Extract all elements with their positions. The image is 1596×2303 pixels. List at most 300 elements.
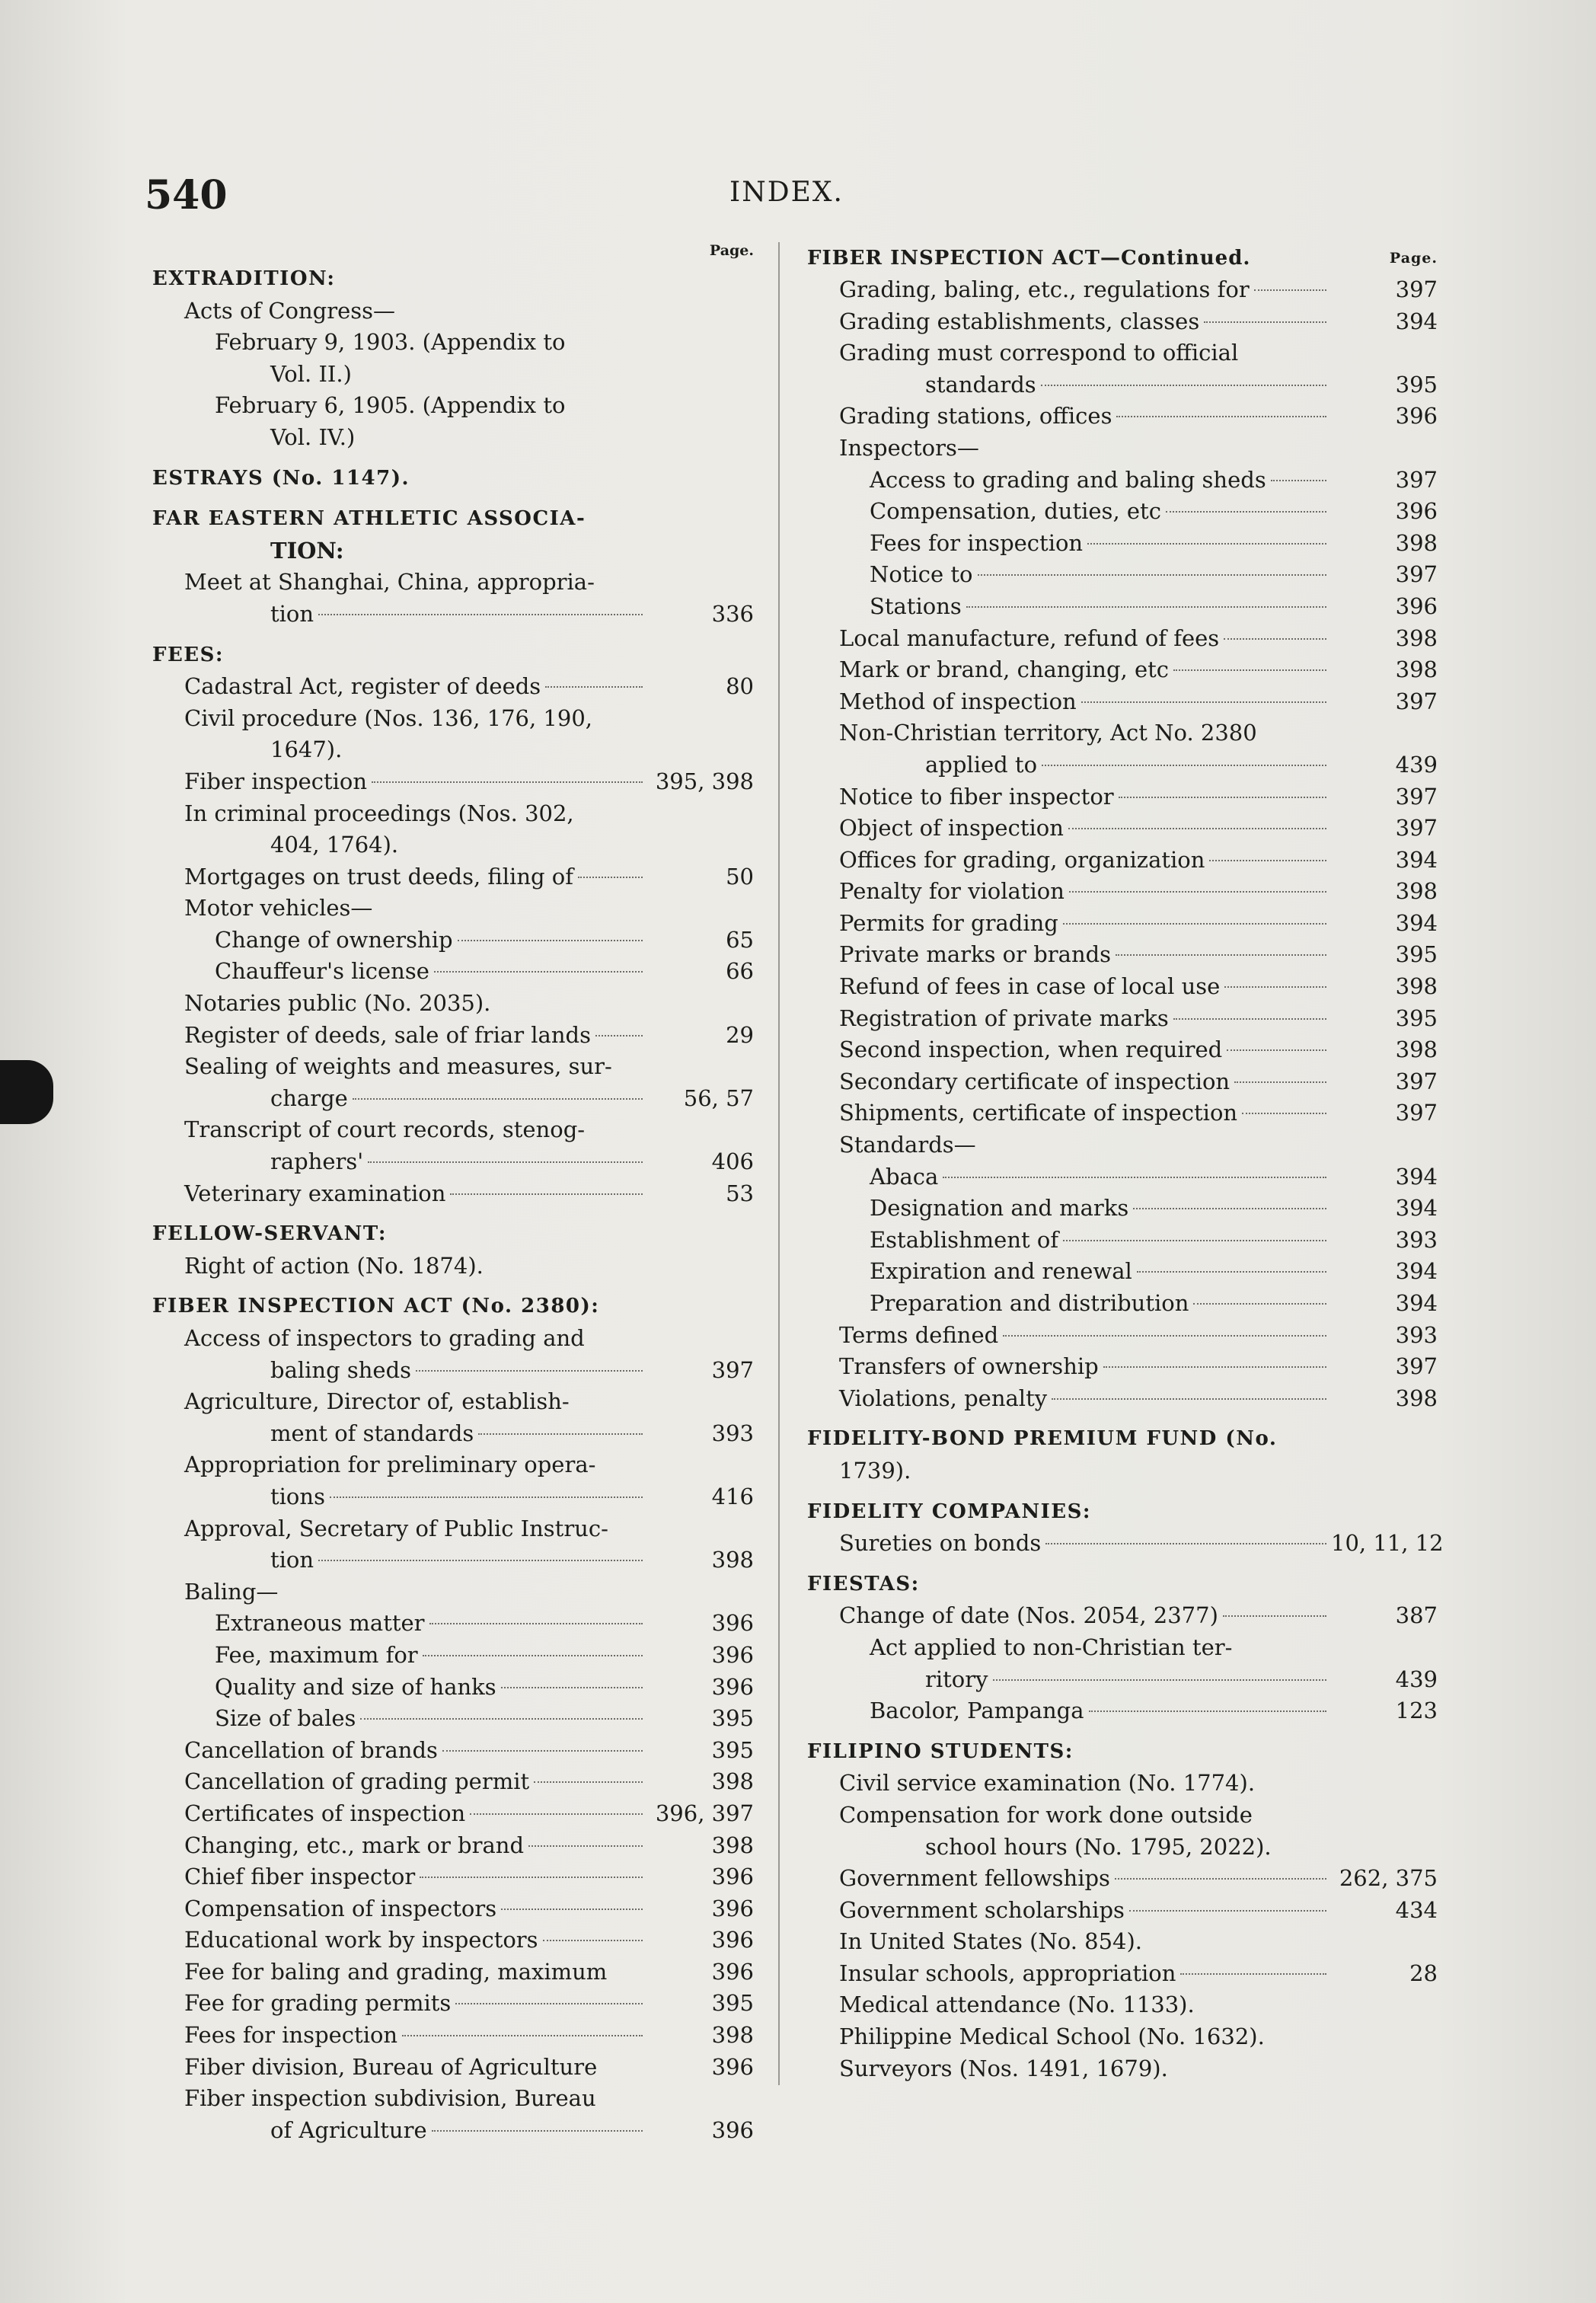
index-entry [152, 1251, 754, 1282]
index-entry [807, 401, 1438, 433]
index-heading [807, 1569, 1438, 1601]
entry-text: Surveyors (Nos. 1491, 1679). [839, 2055, 1168, 2081]
entry-text: FIESTAS: [807, 1572, 920, 1595]
index-entry [807, 433, 1438, 465]
dot-leader [1193, 1303, 1326, 1305]
index-entry [807, 1193, 1438, 1225]
dot-leader [1069, 891, 1326, 893]
index-entry [152, 1893, 754, 1925]
entry-text: Penalty for violation [839, 878, 1065, 905]
dot-leader [978, 574, 1327, 576]
index-entry [152, 1766, 754, 1798]
entry-text: Fees for inspection [870, 529, 1084, 556]
page-reference: 396 [1395, 498, 1438, 525]
page-reference: 398 [1395, 1385, 1438, 1411]
dot-leader [1116, 416, 1326, 417]
dot-leader [458, 940, 643, 941]
dot-leader [434, 971, 643, 973]
dot-leader [943, 1177, 1326, 1178]
page-reference: 396 [711, 1958, 754, 1985]
entry-text: 1739). [839, 1457, 911, 1484]
dot-leader [353, 1098, 643, 1100]
entry-text: Grading stations, offices [839, 403, 1112, 430]
page-reference: 398 [711, 1547, 754, 1573]
page-reference: 398 [1395, 973, 1438, 1000]
index-entry [807, 559, 1438, 591]
dot-leader [1042, 765, 1326, 766]
page-reference: 397 [1395, 1100, 1438, 1126]
page-reference: 262, 375 [1339, 1865, 1438, 1892]
entry-text: Civil procedure (Nos. 136, 176, 190, [184, 704, 593, 731]
index-entry [807, 686, 1438, 718]
dot-leader [1129, 1910, 1326, 1912]
page-reference: 396 [711, 2053, 754, 2080]
page-reference: 398 [711, 1768, 754, 1795]
page-column-label: Page. [709, 242, 754, 259]
index-entry [152, 359, 754, 391]
entry-text: February 6, 1905. (Appendix to [215, 392, 566, 419]
dot-leader [1133, 1208, 1326, 1209]
dot-leader [318, 1560, 643, 1561]
index-entry [152, 1735, 754, 1767]
dot-leader [372, 781, 643, 783]
entry-text: Abaca [870, 1163, 939, 1190]
page-reference: 50 [726, 863, 754, 890]
index-entry [807, 876, 1438, 908]
page-reference: 394 [1395, 1258, 1438, 1285]
dot-leader [1271, 480, 1326, 481]
page-reference: 398 [1395, 656, 1438, 683]
index-heading [152, 264, 754, 295]
entry-text: Government fellowships [839, 1865, 1110, 1892]
index-entry [807, 1528, 1444, 1560]
index-entry [807, 1066, 1438, 1098]
dot-leader [470, 1813, 643, 1815]
index-entry [807, 1034, 1438, 1066]
page-reference: 395 [1395, 1005, 1438, 1031]
entry-text: Sealing of weights and measures, sur- [184, 1053, 612, 1080]
dot-leader [1173, 1018, 1326, 1020]
index-entry [807, 1097, 1438, 1129]
entry-text: Cancellation of grading permit [184, 1768, 530, 1795]
index-entry [152, 2052, 754, 2084]
index-entry [807, 1600, 1438, 1632]
dot-leader [534, 1781, 643, 1783]
index-entry [152, 1830, 754, 1862]
dot-leader [1224, 986, 1326, 988]
index-entry [807, 1256, 1438, 1288]
index-entry [152, 1798, 754, 1830]
index-entry [807, 813, 1438, 845]
running-head: INDEX. [729, 177, 844, 208]
entry-text: Act applied to non-Christian ter- [870, 1634, 1233, 1660]
page-reference: 394 [1395, 308, 1438, 334]
dot-leader [360, 1718, 643, 1720]
index-entry [152, 798, 754, 830]
index-entry [807, 1895, 1438, 1927]
entry-text: Designation and marks [870, 1195, 1129, 1222]
entry-text: Transcript of court records, stenog- [184, 1116, 586, 1143]
index-entry [807, 1958, 1438, 1990]
index-entry [807, 1863, 1438, 1895]
page-reference: 396 [711, 2116, 754, 2143]
entry-text: EXTRADITION: [152, 267, 336, 290]
page-reference: 395 [1395, 371, 1438, 398]
entry-text: Cadastral Act, register of deeds [184, 673, 541, 700]
index-entry [807, 274, 1438, 306]
dot-leader [1242, 1113, 1326, 1114]
page-reference: 398 [1395, 624, 1438, 651]
index-entry [152, 1114, 754, 1146]
dot-leader [318, 614, 643, 615]
page-reference: 396 [1395, 593, 1438, 619]
continued-heading: FIBER INSPECTION ACT—Continued. [807, 247, 1251, 270]
index-entry [807, 654, 1438, 686]
entry-text: Offices for grading, organization [839, 846, 1205, 873]
index-entry [807, 1003, 1438, 1035]
entry-text: Local manufacture, refund of fees [839, 624, 1220, 651]
entry-text: Philippine Medical School (No. 1632). [839, 2024, 1265, 2050]
entry-text: Educational work by inspectors [184, 1927, 538, 1953]
dot-leader [1068, 828, 1326, 829]
page-reference: 393 [1395, 1321, 1438, 1348]
index-entry [152, 956, 754, 988]
entry-text: February 9, 1903. (Appendix to [215, 329, 566, 356]
entry-text: 404, 1764). [270, 832, 399, 858]
index-entry [152, 1861, 754, 1893]
index-entry [152, 1544, 754, 1576]
entry-text: Fiber division, Bureau of Agriculture [184, 2053, 598, 2080]
index-entry [807, 1225, 1438, 1257]
dot-leader [1003, 1335, 1326, 1337]
dot-leader [543, 1940, 643, 1941]
index-entry [152, 829, 754, 861]
index-entry [807, 1320, 1438, 1352]
page-reference: 398 [711, 2022, 754, 2049]
index-entry [152, 390, 754, 422]
entry-text: Insular schools, appropriation [839, 1960, 1176, 1986]
entry-text: of Agriculture [270, 2116, 427, 2143]
page-reference: 397 [1395, 688, 1438, 714]
entry-text: Acts of Congress— [184, 297, 396, 324]
index-entry [152, 1146, 754, 1178]
dot-leader [450, 1193, 643, 1195]
index-entry [807, 1664, 1438, 1696]
entry-text: Size of bales [215, 1705, 356, 1732]
index-entry [152, 327, 754, 359]
entry-text: Compensation for work done outside [839, 1801, 1253, 1828]
entry-text: Right of action (No. 1874). [184, 1252, 484, 1279]
index-entry [152, 295, 754, 327]
index-entry [807, 781, 1438, 813]
page-reference: 396, 397 [655, 1800, 754, 1826]
page-reference: 397 [1395, 466, 1438, 493]
index-entry [152, 1672, 754, 1704]
index-entry [807, 1989, 1438, 2021]
entry-text: ESTRAYS (No. 1147). [152, 466, 410, 490]
entry-text: Expiration and renewal [870, 1258, 1132, 1285]
index-entry [152, 988, 754, 1020]
index-entry [152, 1956, 754, 1988]
entry-text: Terms defined [839, 1321, 999, 1348]
entry-text: Shipments, certificate of inspection [839, 1100, 1238, 1126]
entry-text: Grading establishments, classes [839, 308, 1200, 334]
index-heading [807, 1736, 1438, 1768]
dot-leader [1116, 954, 1326, 956]
entry-text: Fees for inspection [184, 2022, 398, 2049]
entry-text: ritory [925, 1666, 988, 1692]
page-reference: 393 [711, 1420, 754, 1446]
page-reference: 398 [1395, 878, 1438, 905]
entry-text: Notaries public (No. 2035). [184, 990, 491, 1017]
page-reference: 394 [1395, 909, 1438, 936]
index-entry [807, 749, 1438, 781]
entry-text: FIBER INSPECTION ACT (No. 2380): [152, 1295, 600, 1318]
dot-leader [1089, 1710, 1326, 1712]
page-reference: 396 [711, 1927, 754, 1953]
page-header [0, 172, 1596, 225]
index-heading [152, 640, 754, 672]
index-entry [807, 1768, 1438, 1800]
index-entry [807, 591, 1438, 623]
dot-leader [368, 1161, 643, 1163]
page-reference: 394 [1395, 1290, 1438, 1316]
page-reference: 10, 11, 12 [1331, 1530, 1444, 1557]
entry-text: Changing, etc., mark or brand [184, 1832, 525, 1858]
entry-text: Medical attendance (No. 1133). [839, 1992, 1195, 2018]
dot-leader [545, 686, 643, 688]
entry-text: Non-Christian territory, Act No. 2380 [839, 720, 1257, 746]
index-entry [152, 567, 754, 599]
page-reference: 29 [726, 1021, 754, 1048]
entry-text: FELLOW-SERVANT: [152, 1222, 387, 1246]
index-entry [152, 1323, 754, 1355]
entry-text: Fiber inspection [184, 768, 368, 794]
entry-text: Appropriation for preliminary opera- [184, 1452, 596, 1478]
dot-leader [1223, 1615, 1326, 1617]
entry-text: Quality and size of hanks [215, 1673, 496, 1700]
entry-text: Permits for grading [839, 909, 1058, 936]
index-entry [807, 717, 1438, 749]
page-reference: 395 [711, 1990, 754, 2017]
page-reference: 394 [1395, 846, 1438, 873]
page-reference: 397 [1395, 276, 1438, 302]
index-entry [152, 893, 754, 925]
index-entry [152, 1020, 754, 1052]
index-heading [152, 503, 754, 535]
entry-text: Fee, maximum for [215, 1641, 418, 1668]
index-entry [152, 2020, 754, 2052]
index-entry [152, 599, 754, 631]
entry-text: Preparation and distribution [870, 1290, 1189, 1316]
index-entry [152, 766, 754, 798]
entry-text: FAR EASTERN ATHLETIC ASSOCIA- [152, 507, 586, 531]
dot-leader [455, 2003, 643, 2004]
index-entry [807, 1832, 1438, 1864]
page-reference: 28 [1409, 1960, 1438, 1986]
page-reference: 395 [711, 1705, 754, 1732]
dot-leader [1137, 1271, 1326, 1273]
entry-text: Access of inspectors to grading and [184, 1325, 585, 1351]
page-reference: 396 [1395, 403, 1438, 430]
dot-leader [1173, 669, 1326, 671]
entry-text: Stations [870, 593, 962, 619]
entry-text: tion [270, 1547, 314, 1573]
index-entry [807, 1161, 1438, 1193]
page-reference: 397 [1395, 1068, 1438, 1094]
page-reference: 396 [711, 1673, 754, 1700]
page-reference: 65 [726, 926, 754, 953]
entry-text: Civil service examination (No. 1774). [839, 1770, 1256, 1797]
index-heading [152, 1219, 754, 1251]
entry-text: Registration of private marks [839, 1005, 1169, 1031]
page-reference: 123 [1395, 1698, 1438, 1724]
entry-text: ment of standards [270, 1420, 474, 1446]
entry-text: Access to grading and baling sheds [870, 466, 1266, 493]
page-number: 540 [145, 172, 228, 219]
page-reference: 398 [711, 1832, 754, 1858]
index-entry [807, 2053, 1438, 2085]
dot-leader [330, 1496, 643, 1498]
page-reference: 394 [1395, 1163, 1438, 1190]
entry-text: Object of inspection [839, 815, 1064, 842]
page-reference: 336 [711, 600, 754, 627]
entry-text: Mortgages on trust deeds, filing of [184, 863, 573, 890]
entry-text: In criminal proceedings (Nos. 302, [184, 800, 574, 826]
index-entry [152, 1481, 754, 1513]
entry-text: 1647). [270, 736, 343, 763]
page-reference: 80 [726, 673, 754, 700]
entry-text: Refund of fees in case of local use [839, 973, 1221, 1000]
entry-text: Mark or brand, changing, etc [839, 656, 1170, 683]
index-entry [152, 1355, 754, 1387]
entry-text: Compensation of inspectors [184, 1895, 497, 1921]
entry-text: FILIPINO STUDENTS: [807, 1739, 1074, 1763]
index-entry [807, 337, 1438, 369]
page-reference: 398 [1395, 529, 1438, 556]
index-entry [152, 1703, 754, 1735]
entry-text: applied to [925, 751, 1038, 778]
index-entry [152, 1418, 754, 1450]
right-index-column [807, 242, 1444, 2084]
entry-text: Sureties on bonds [839, 1530, 1042, 1557]
index-entry [807, 1455, 1438, 1487]
dot-leader [1081, 701, 1326, 703]
index-entry [152, 1449, 754, 1481]
dot-leader [1166, 511, 1326, 513]
dot-leader [423, 1655, 643, 1656]
entry-text: baling sheds [270, 1356, 412, 1383]
dot-leader [966, 606, 1326, 608]
index-entry [807, 971, 1438, 1003]
index-entry [807, 845, 1438, 877]
index-heading [152, 1291, 754, 1323]
index-entry [807, 2021, 1438, 2053]
page-reference: 396 [711, 1641, 754, 1668]
index-entry [152, 1513, 754, 1545]
page-reference: 406 [711, 1148, 754, 1175]
dot-leader [1234, 1081, 1326, 1083]
index-entry [152, 861, 754, 893]
dot-leader [578, 877, 643, 878]
page-reference: 397 [711, 1356, 754, 1383]
entry-text: TION: [270, 537, 344, 564]
entry-text: Government scholarships [839, 1896, 1125, 1923]
dot-leader [1052, 1398, 1326, 1400]
index-entry [152, 1988, 754, 2020]
index-entry [152, 925, 754, 957]
entry-text: Compensation, duties, etc [870, 498, 1161, 525]
page-reference: 395, 398 [655, 768, 754, 794]
entry-text: Standards— [839, 1132, 976, 1158]
index-entry [152, 535, 754, 567]
index-entry [152, 1051, 754, 1083]
entry-text: raphers' [270, 1148, 364, 1175]
page-reference: 53 [726, 1180, 754, 1206]
index-entry [807, 465, 1438, 497]
index-entry [807, 1695, 1438, 1727]
dot-leader [1227, 1049, 1326, 1051]
entry-text: Private marks or brands [839, 941, 1112, 968]
entry-text: Meet at Shanghai, China, appropria- [184, 569, 595, 596]
entry-text: Fiber inspection subdivision, Bureau [184, 2085, 596, 2112]
entry-text: Approval, Secretary of Public Instruc- [184, 1515, 608, 1541]
index-entry [152, 1178, 754, 1210]
page-reference: 394 [1395, 1195, 1438, 1222]
dot-leader [1224, 638, 1326, 640]
dot-leader [1087, 543, 1326, 545]
left-index-column [152, 242, 754, 2146]
index-entry [152, 734, 754, 766]
index-entry [807, 939, 1438, 971]
entry-text: tions [270, 1483, 325, 1509]
page-reference: 66 [726, 958, 754, 985]
entry-text: Establishment of [870, 1226, 1059, 1253]
index-entry [807, 1288, 1438, 1320]
index-entry [807, 908, 1438, 940]
page-reference: 397 [1395, 561, 1438, 588]
index-entry [807, 496, 1438, 528]
index-heading [152, 463, 754, 495]
entry-text: Fee for grading permits [184, 1990, 452, 2017]
entry-text: Agriculture, Director of, establish- [184, 1388, 570, 1415]
index-entry [152, 1640, 754, 1672]
page-reference: 397 [1395, 783, 1438, 810]
entry-text: school hours (No. 1795, 2022). [925, 1833, 1272, 1860]
dot-leader [1180, 1973, 1326, 1975]
entry-text: Veterinary examination [184, 1180, 446, 1206]
dot-leader [478, 1433, 643, 1435]
page-reference: 396 [711, 1895, 754, 1921]
index-entry [152, 1608, 754, 1640]
entry-text: standards [925, 371, 1036, 398]
entry-text: Vol. IV.) [270, 423, 356, 450]
entry-text: FIDELITY-BOND PREMIUM FUND (No. [807, 1427, 1278, 1451]
dot-leader [1045, 1543, 1326, 1544]
page-reference: 439 [1395, 751, 1438, 778]
page-reference: 56, 57 [683, 1084, 754, 1111]
index-entry [807, 369, 1438, 401]
entry-text: Certificates of inspection [184, 1800, 466, 1826]
index-entry [807, 1800, 1438, 1832]
index-entry [152, 1083, 754, 1115]
dot-leader [420, 1877, 643, 1878]
index-entry [807, 1129, 1438, 1161]
page-reference: 396 [711, 1610, 754, 1637]
entry-text: Grading must correspond to official [839, 340, 1239, 366]
entry-text: Second inspection, when required [839, 1037, 1223, 1063]
entry-text: Notice to [870, 561, 973, 588]
